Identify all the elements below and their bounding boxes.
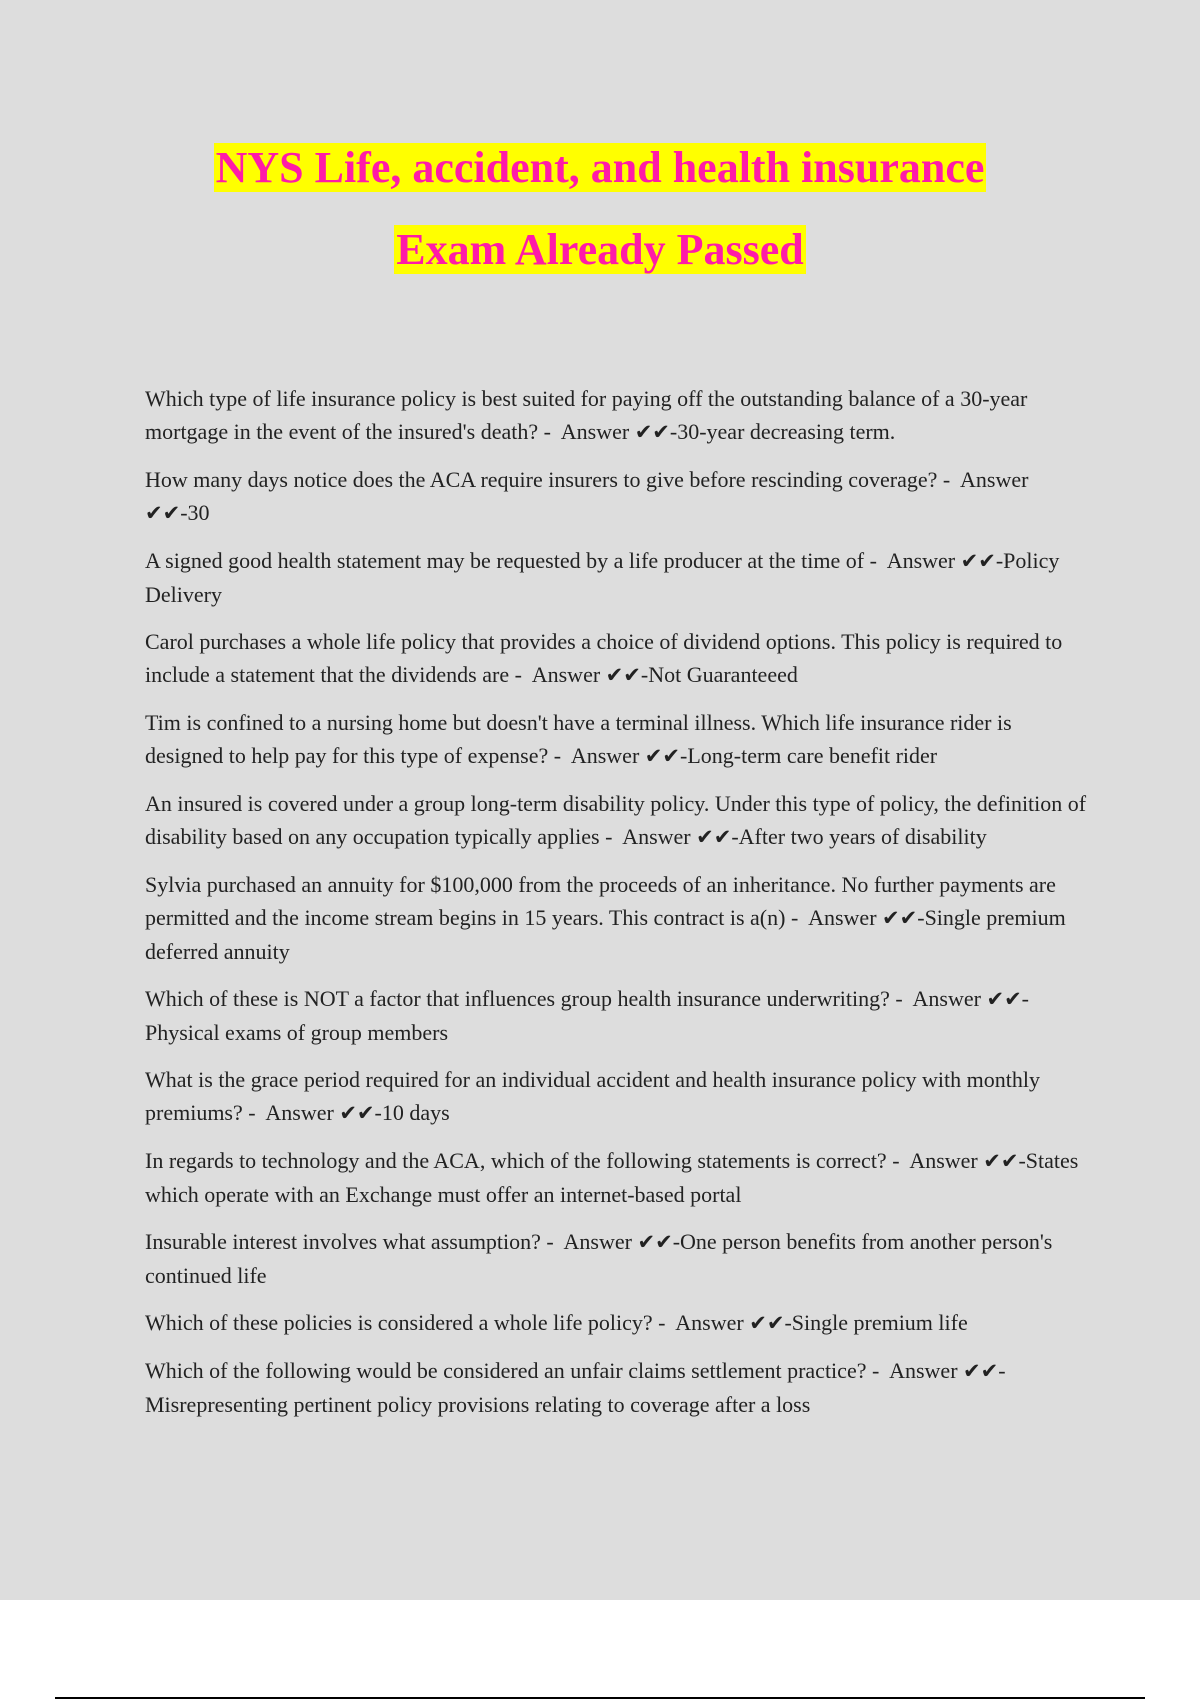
question-text: In regards to technology and the ACA, which of the following statements is correct?: [145, 1148, 887, 1173]
question-text: An insured is covered under a group long-term disability policy. Under this type of policy, the definition of disability based on any occupation typically applies: [145, 791, 1087, 849]
title-line-1: NYS Life, accident, and health insurance: [215, 143, 985, 192]
answer-label: Answer: [531, 662, 601, 687]
answer-text: After two years of disability: [738, 824, 987, 849]
document-title: [0, 140, 1200, 278]
answer-label: Answer: [265, 1100, 334, 1125]
qa-item: How many days notice does the ACA require insurers to give before rescinding coverage? - Answer ✔✔-30: [145, 467, 1029, 525]
double-check-icon: ✔✔: [634, 420, 670, 444]
answer-text: Not Guaranteeed: [648, 662, 798, 687]
question-text: Insurable interest involves what assumption?: [145, 1229, 541, 1254]
answer-text: 30-year decreasing term.: [677, 419, 896, 444]
answer-text: Long-term care benefit rider: [687, 743, 938, 768]
qa-item: An insured is covered under a group long-term disability policy. Under this type of policy, the definition of disability based on any occupation typically applies - Answer ✔✔-After two years of disability: [145, 791, 1087, 849]
qa-item: Which of the following would be considered an unfair claims settlement practice? - Answer ✔✔-Misrepresenting pertinent policy provisions relating to coverage after a loss: [145, 1358, 1006, 1417]
answer-label: Answer: [808, 905, 877, 930]
double-check-icon: ✔✔: [696, 825, 732, 849]
answer-label: Answer: [889, 1358, 958, 1383]
double-check-icon: ✔✔: [145, 501, 181, 525]
answer-text: Single premium deferred annuity: [145, 905, 1066, 964]
qa-item: Tim is confined to a nursing home but doesn't have a terminal illness. Which life insurance rider is designed to help pay for this type of expense? - Answer ✔✔-Long-term care benefit rider: [145, 710, 1012, 768]
title-line-2: Exam Already Passed: [396, 225, 804, 274]
qa-item: In regards to technology and the ACA, which of the following statements is correct? - Answer ✔✔-States which operate with an Exchange must offer an internet-based portal: [145, 1148, 1079, 1207]
double-check-icon: ✔✔: [644, 744, 680, 768]
question-text: What is the grace period required for an individual accident and health insurance policy with monthly premiums?: [145, 1067, 1040, 1125]
answer-label: Answer: [912, 986, 981, 1011]
answer-label: Answer: [909, 1148, 978, 1173]
qa-item: What is the grace period required for an individual accident and health insurance policy with monthly premiums? - Answer ✔✔-10 days: [145, 1067, 1040, 1125]
answer-label: Answer: [886, 548, 956, 573]
double-check-icon: ✔✔: [637, 1230, 673, 1254]
answer-label: Answer: [622, 824, 691, 849]
answer-label: Answer: [960, 467, 1029, 492]
answer-text: 30: [187, 500, 210, 525]
double-check-icon: ✔✔: [749, 1311, 785, 1335]
question-text: Carol purchases a whole life policy that provides a choice of dividend options. This policy is required to include a statement that the dividends are: [145, 629, 1063, 687]
double-check-icon: ✔✔: [339, 1101, 375, 1125]
qa-list: [145, 382, 1095, 1435]
double-check-icon: ✔✔: [986, 987, 1022, 1011]
question-text: How many days notice does the ACA require insurers to give before rescinding coverage?: [145, 467, 938, 492]
double-check-icon: ✔✔: [960, 549, 996, 573]
double-check-icon: ✔✔: [882, 906, 918, 930]
answer-text: 10 days: [381, 1100, 450, 1125]
answer-label: Answer: [570, 743, 640, 768]
answer-label: Answer: [675, 1310, 744, 1335]
question-text: Which type of life insurance policy is best suited for paying off the outstanding balance of a 30-year mortgage in the event of the insured's death?: [145, 386, 1028, 444]
question-text: Which of these is NOT a factor that influences group health insurance underwriting?: [145, 986, 890, 1011]
answer-label: Answer: [560, 419, 630, 444]
answer-text: States which operate with an Exchange must offer an internet-based portal: [145, 1148, 1079, 1207]
question-text: Which of these policies is considered a whole life policy?: [145, 1310, 653, 1335]
answer-text: Physical exams of group members: [145, 1020, 449, 1045]
question-text: Sylvia purchased an annuity for $100,000 from the proceeds of an inheritance. No further payments are permitted and the income stream begins in 15 years. This contract is a(n): [145, 872, 1056, 930]
qa-item: Sylvia purchased an annuity for $100,000 from the proceeds of an inheritance. No further payments are permitted and the income stream begins in 15 years. This contract is a(n) - Answer ✔✔-Single premium deferred annuity: [145, 872, 1066, 964]
answer-text: One person benefits from another person's continued life: [145, 1229, 1053, 1288]
double-check-icon: ✔✔: [605, 663, 641, 687]
qa-item: Carol purchases a whole life policy that provides a choice of dividend options. This policy is required to include a statement that the dividends are - Answer ✔✔-Not Guaranteeed: [145, 629, 1063, 687]
qa-item: A signed good health statement may be requested by a life producer at the time of - Answer ✔✔-Policy Delivery: [145, 548, 1060, 607]
answer-text: Single premium life: [791, 1310, 968, 1335]
answer-label: Answer: [563, 1229, 632, 1254]
footer-rule: [55, 1697, 1145, 1699]
question-text: Tim is confined to a nursing home but doesn't have a terminal illness. Which life insurance rider is designed to help pay for this type of expense?: [145, 710, 1012, 768]
qa-item: Insurable interest involves what assumption? - Answer ✔✔-One person benefits from another person's continued life: [145, 1229, 1053, 1288]
question-text: Which of the following would be considered an unfair claims settlement practice?: [145, 1358, 867, 1383]
qa-item: Which of these policies is considered a whole life policy? - Answer ✔✔-Single premium life: [145, 1310, 968, 1335]
answer-text: Policy Delivery: [145, 548, 1060, 607]
qa-item: Which of these is NOT a factor that influences group health insurance underwriting? - Answer ✔✔-Physical exams of group members: [145, 986, 1029, 1045]
qa-item: Which type of life insurance policy is best suited for paying off the outstanding balance of a 30-year mortgage in the event of the insured's death? - Answer ✔✔-30-year decreasing term.: [145, 386, 1028, 444]
answer-text: Misrepresenting pertinent policy provisions relating to coverage after a loss: [145, 1392, 811, 1417]
question-text: A signed good health statement may be requested by a life producer at the time of: [145, 548, 865, 573]
double-check-icon: ✔✔: [963, 1359, 999, 1383]
double-check-icon: ✔✔: [983, 1149, 1019, 1173]
